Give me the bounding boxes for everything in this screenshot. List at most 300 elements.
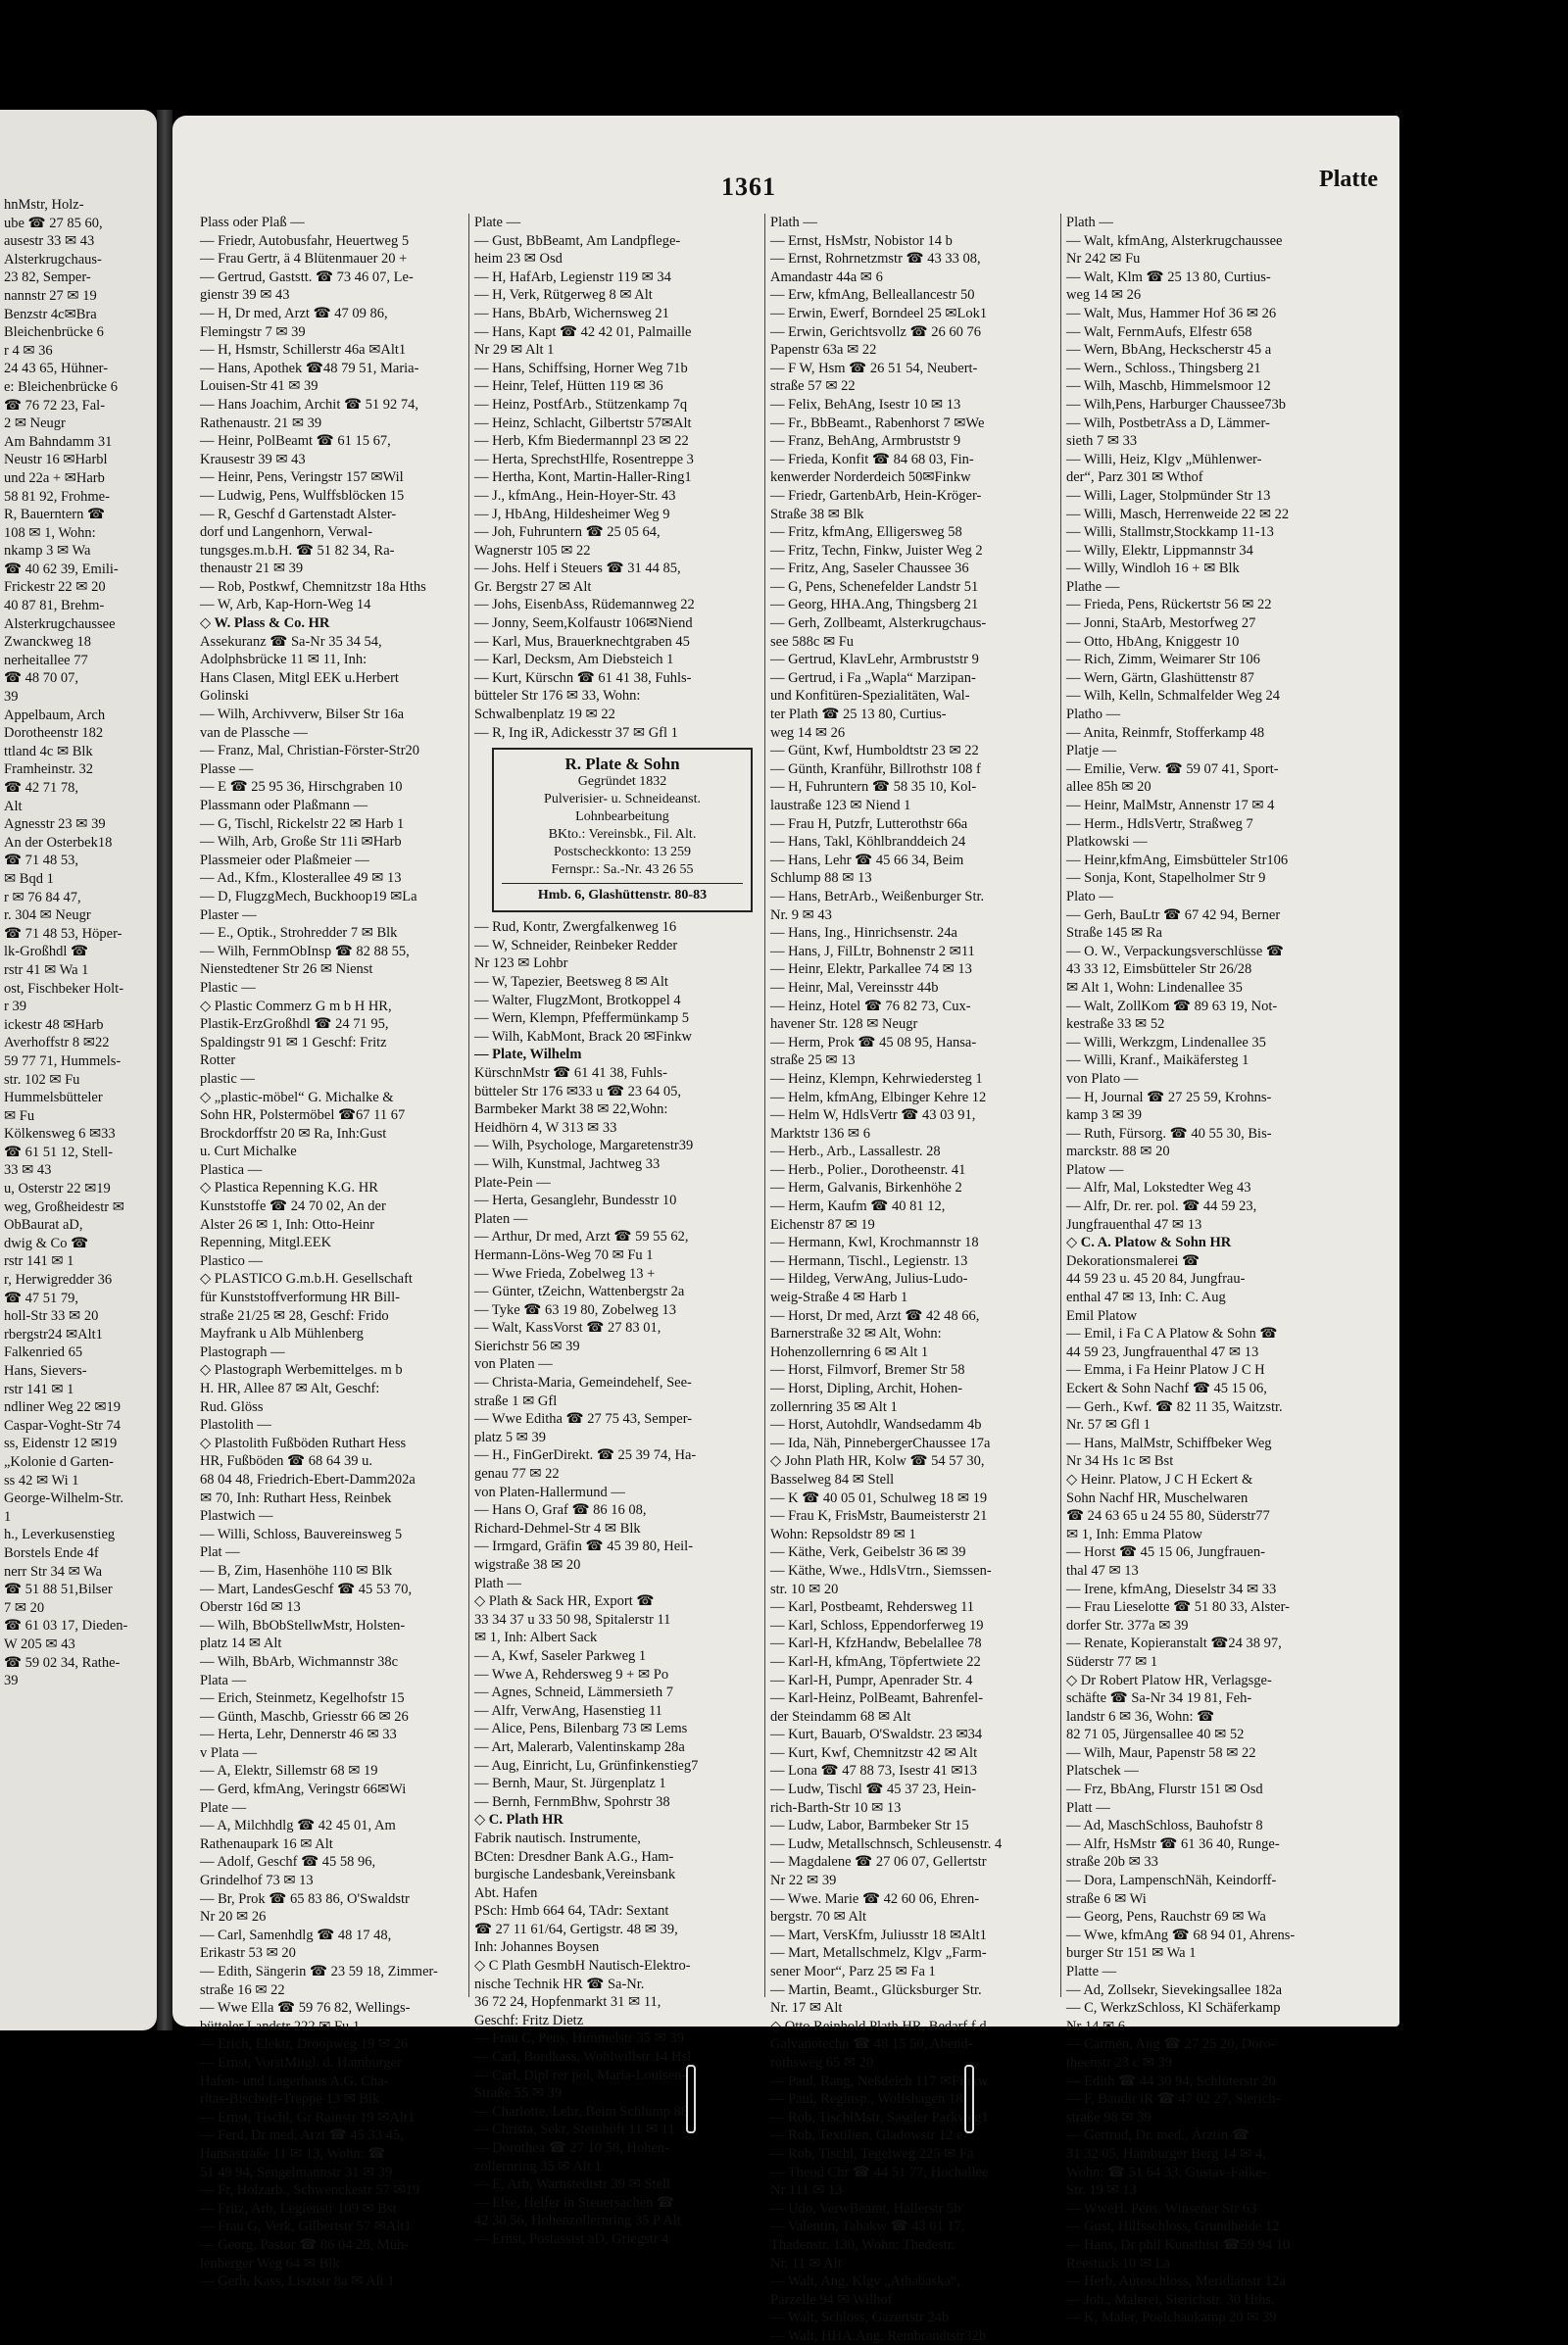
directory-line: Str. 19 ✉ 13	[1066, 2182, 1137, 2199]
directory-entry: — Wilh, Kelln, Schmalfelder Weg 24	[1066, 688, 1280, 705]
directory-entry: — Christa, Sekr, Steinhöft 11 ✉ 11	[474, 2122, 675, 2138]
directory-line: Nr 29 ✉ Alt 1	[474, 342, 555, 359]
directory-entry: — Paul, Rang, Neßdeich 117 ✉Finkw	[770, 2073, 989, 2089]
directory-entry: — C, WerkzSchloss, Kl Schäferkamp	[1066, 2000, 1281, 2017]
directory-line: Galvanotechn ☎ 48 15 50, Abend-	[770, 2036, 973, 2053]
directory-entry: — Herb., Arb., Lassallestr. 28	[770, 1144, 941, 1160]
directory-entry: — E, Arb, Warnstedtstr 39 ✉ Stell	[474, 2176, 671, 2193]
directory-line: havener Str. 128 ✉ Neugr	[770, 1016, 918, 1033]
directory-line: Plata —	[200, 1672, 247, 1688]
directory-entry: — Wern, Gärtn, Glashüttenstr 87	[1066, 669, 1254, 686]
directory-line: straße 98 ✉ 39	[1066, 2109, 1152, 2125]
directory-entry: — Jonni, StaArb, Mestorfweg 27	[1066, 615, 1256, 632]
directory-entry: — Alfr, VerwAng, Hasenstieg 11	[474, 1702, 662, 1719]
directory-line: 68 04 48, Friedrich-Ebert-Damm202a	[200, 1471, 416, 1488]
left-page-line: Neustr 16 ✉Harbl	[4, 452, 108, 468]
directory-entry: — Fritz, Ang, Saseler Chaussee 36	[770, 561, 969, 577]
directory-line: der Steindamm 68 ✉ Alt	[770, 1708, 911, 1725]
directory-entry: — G, Tischl, Rickelstr 22 ✉ Harb 1	[200, 815, 405, 832]
directory-line: Plath —	[770, 215, 817, 230]
directory-entry: — Heinz, Schlacht, Gilbertstr 57✉Alt	[474, 415, 692, 431]
directory-entry: — Mart, Metallschmelz, Klgv „Farm-	[770, 1945, 987, 1962]
directory-entry: — Emil, i Fa C A Platow & Sohn ☎	[1066, 1326, 1278, 1343]
left-page-line: lk-Großhdl ☎	[4, 944, 89, 960]
left-page-line: ☎ 51 88 51,Bilser	[4, 1582, 113, 1598]
directory-line: kestraße 33 ✉ 52	[1066, 1016, 1165, 1033]
directory-entry: — D, FlugzgMech, Buckhoop19 ✉La	[200, 888, 417, 904]
directory-entry: — Edith ☎ 44 30 94, Schlüterstr 20	[1066, 2073, 1276, 2089]
directory-line: Plate-Pein —	[474, 1174, 551, 1191]
directory-entry: — H., FinGerDirekt. ☎ 25 39 74, Ha-	[474, 1447, 697, 1464]
left-page-line: ttland 4c ✉ Blk	[4, 743, 93, 759]
directory-entry: — Frieda, Konfit ☎ 84 68 03, Fin-	[770, 451, 974, 467]
directory-entry: — Carl, Dipl rer pol, Maria-Louisen-	[474, 2067, 687, 2083]
directory-line: wigstraße 38 ✉ 20	[474, 1557, 581, 1573]
directory-line: Assekuranz ☎ Sa-Nr 35 34 54,	[200, 633, 382, 650]
directory-entry: — Wilh, Kunstmal, Jachtweg 33	[474, 1155, 661, 1172]
directory-line: Nr 123 ✉ Lohbr	[474, 955, 568, 972]
directory-entry: — H, Hsmstr, Schillerstr 46a ✉Alt1	[200, 342, 407, 359]
directory-line: Straße 55 ✉ 39	[474, 2085, 563, 2102]
left-page-line: holl-Str 33 ✉ 20	[4, 1308, 99, 1325]
directory-line: HR, Fußböden ☎ 68 64 39 u.	[200, 1453, 372, 1470]
directory-line: Nienstedtener Str 26 ✉ Nienst	[200, 961, 373, 978]
directory-line: ◇ „plastic-möbel“ G. Michalke &	[200, 1089, 394, 1105]
directory-entry: — Theod Chr ☎ 44 51 77, Hochallee	[770, 2164, 989, 2180]
directory-entry: — Heinr, MalMstr, Annenstr 17 ✉ 4	[1066, 798, 1275, 813]
directory-entry: — Wwe Frieda, Zobelweg 13 +	[474, 1265, 656, 1282]
directory-entry: — Gertrud, Gaststt. ☎ 73 46 07, Le-	[200, 269, 414, 285]
book-gutter	[157, 110, 172, 2030]
directory-entry: — Alfr, Dr. rer. pol. ☎ 44 59 23,	[1066, 1198, 1257, 1215]
directory-entry: — Heinz, PostfArb., Stützenkamp 7q	[474, 396, 688, 413]
directory-entry: — Hans, MalMstr, Schiffbeker Weg	[1066, 1435, 1272, 1451]
left-page-line: r 39	[4, 999, 26, 1015]
directory-entry: — Friedr, GartenbArb, Hein-Kröger-	[770, 487, 982, 504]
directory-line: Sierichstr 56 ✉ 39	[474, 1338, 580, 1354]
directory-line: Plaster —	[200, 906, 257, 923]
directory-line: Jungfrauenthal 47 ✉ 13	[1066, 1216, 1202, 1233]
directory-entry: — Hermann, Kwl, Krochmannstr 18	[770, 1235, 979, 1251]
directory-entry: — Willi, Heiz, Klgv „Mühlenwer-	[1066, 451, 1262, 467]
directory-entry: — Otto, HbAng, Kniggestr 10	[1066, 633, 1240, 650]
directory-entry: — Herm, Kaufm ☎ 40 81 12,	[770, 1198, 946, 1215]
directory-line: Hermann-Löns-Weg 70 ✉ Fu 1	[474, 1246, 654, 1263]
directory-line: Platt —	[1066, 1799, 1110, 1816]
directory-entry: — Hans, Dr phil Kunsthist ☎59 94 10	[1066, 2236, 1291, 2253]
directory-entry: — Horst, Filmvorf, Bremer Str 58	[770, 1362, 965, 1379]
directory-line: für Kunststoffverformung HR Bill-	[200, 1290, 400, 1306]
directory-entry: — Wwe Ella ☎ 59 76 82, Wellings-	[200, 2000, 411, 2017]
directory-entry: — K ☎ 40 05 01, Schulweg 18 ✉ 19	[770, 1490, 988, 1506]
directory-line: ◇ Dr Robert Platow HR, Verlagsge-	[1066, 1672, 1272, 1688]
left-page-line: 59 77 71, Hummels-	[4, 1052, 122, 1069]
directory-line: Golinski	[200, 688, 249, 705]
directory-entry: — Walt, kfmAng, Alsterkrugchaussee	[1066, 232, 1283, 249]
directory-entry: — Karl-H, KfzHandw, Bebelallee 78	[770, 1636, 982, 1652]
left-page-line: ausestr 33 ✉ 43	[4, 233, 95, 250]
left-page-line: nkamp 3 ✉ Wa	[4, 543, 91, 560]
directory-line: straße 16 ✉ 22	[200, 1981, 285, 1998]
left-page-line: Zwanckweg 18	[4, 634, 91, 651]
directory-entry: — Ludw, Labor, Barmbeker Str 15	[770, 1818, 969, 1834]
directory-entry: — Friedr, Autobusfahr, Heuertweg 5	[200, 232, 410, 249]
directory-line: straße 1 ✉ Gfl	[474, 1392, 558, 1409]
page-number: 1361	[721, 172, 776, 201]
directory-line: Barnerstraße 32 ✉ Alt, Wohn:	[770, 1326, 942, 1343]
directory-entry: — F W, Hsm ☎ 26 51 54, Neubert-	[770, 360, 978, 376]
directory-entry: — Magdalene ☎ 27 06 07, Gellertstr	[770, 1854, 987, 1871]
directory-line: ◇ Plath & Sack HR, Export ☎	[474, 1593, 655, 1610]
directory-line: Nr 111 ✉ 13	[770, 2182, 843, 2199]
directory-line: laustraße 123 ✉ Niend 1	[770, 798, 911, 813]
directory-line: ◇ C Plath GesmbH Nautisch-Elektro-	[474, 1958, 691, 1975]
directory-entry: — Frieda, Pens, Rückertstr 56 ✉ 22	[1066, 597, 1272, 613]
directory-entry: — Günt, Kwf, Humboldtstr 23 ✉ 22	[770, 743, 979, 759]
directory-line: ritas-Bischoff-Treppe 13 ✉ Blk	[200, 2091, 380, 2108]
left-page-line: Frickestr 22 ✉ 20	[4, 579, 106, 596]
directory-entry: — Herta, Gesanglehr, Bundesstr 10	[474, 1193, 677, 1209]
directory-entry: — Frau Lieselotte ☎ 51 80 33, Alster-	[1066, 1599, 1290, 1616]
directory-entry: — Valentin, Tabakw ☎ 43 01 17,	[770, 2219, 965, 2235]
left-page-line: R, Bauerntern ☎	[4, 507, 106, 523]
directory-line: Emil Platow	[1066, 1307, 1138, 1324]
directory-line: Platje —	[1066, 743, 1117, 759]
directory-entry: — Carl, Samenhdlg ☎ 48 17 48,	[200, 1927, 392, 1943]
left-page-line: r, Herwigredder 36	[4, 1272, 113, 1289]
directory-line: Plath —	[1066, 215, 1113, 230]
directory-line: enthal 47 ✉ 13, Inh: C. Aug	[1066, 1290, 1226, 1306]
directory-entry: — Herta, SprechstHlfe, Rosentreppe 3	[474, 451, 694, 467]
directory-line: ◇ Plastic Commerz G m b H HR,	[200, 998, 392, 1014]
directory-entry: — Art, Malerarb, Valentinskamp 28a	[474, 1738, 685, 1755]
directory-entry: — Willi, Kranf., Maikäfersteg 1	[1066, 1052, 1250, 1069]
left-page-line: Borstels Ende 4f	[4, 1544, 99, 1561]
directory-line: ✉ 1, Inh: Emma Platow	[1066, 1526, 1203, 1542]
directory-entry: — Ad, Zollsekr, Sievekingsallee 182a	[1066, 1981, 1283, 1998]
directory-line: Plastica —	[200, 1161, 263, 1178]
left-page-line: r ✉ 76 84 47,	[4, 889, 81, 905]
directory-entry: — Heinr,kfmAng, Eimsbütteler Str106	[1066, 852, 1289, 868]
directory-line: schäfte ☎ Sa-Nr 34 19 81, Feh-	[1066, 1690, 1252, 1707]
directory-line: Nr 242 ✉ Fu	[1066, 251, 1141, 268]
running-head: Platte	[1319, 167, 1378, 192]
left-page-line: Agnesstr 23 ✉ 39	[4, 816, 106, 833]
directory-entry: — Else, Helfer in Steuersachen ☎	[474, 2194, 675, 2211]
left-page-line: rstr 141 ✉ 1	[4, 1381, 74, 1397]
directory-entry: — Günth, Kranführ, Billrothstr 108 f	[770, 760, 981, 777]
left-page-line: ☎ 61 51 12, Stell-	[4, 1144, 114, 1160]
directory-entry: — Fritz, Arb, Legienstr 109 ✉ Bst	[200, 2200, 397, 2217]
directory-entry: — H, Dr med, Arzt ☎ 47 09 86,	[200, 305, 388, 321]
directory-line: Plate —	[474, 215, 521, 230]
left-page-line: Alt	[4, 798, 23, 814]
left-page-line: 23 82, Semper-	[4, 269, 91, 286]
left-page-line: ☎ 47 51 79,	[4, 1290, 79, 1306]
directory-line: Fabrik nautisch. Instrumente,	[474, 1830, 641, 1846]
left-page-line: 7 ✉ 20	[4, 1599, 45, 1616]
directory-entry: — Heinz, Hotel ☎ 76 82 73, Cux-	[770, 998, 971, 1014]
directory-line: Sohn HR, Polstermöbel ☎67 11 67	[200, 1107, 406, 1124]
directory-line: platz 5 ✉ 39	[474, 1429, 546, 1445]
directory-line: Plastic —	[200, 979, 256, 996]
directory-line: Nr. 9 ✉ 43	[770, 906, 832, 923]
directory-line: dorfer Str. 377a ✉ 39	[1066, 1617, 1189, 1634]
directory-line: 31 32 05, Hamburger Berg 14 ✉ 4,	[1066, 2145, 1266, 2162]
directory-entry: — Ludwig, Pens, Wulffsblöcken 15	[200, 487, 405, 504]
directory-entry: — Dora, LampenschNäh, Keindorff-	[1066, 1873, 1277, 1889]
directory-line: ◇ Plastica Repenning K.G. HR	[200, 1180, 378, 1197]
left-page-line: r 4 ✉ 36	[4, 342, 53, 359]
directory-entry: — Walt, Schloss, Gazertstr 24b	[770, 2310, 950, 2326]
directory-entry: — Walt, Ang, Klgv „Athabaska“,	[770, 2273, 960, 2290]
directory-entry: — Wwe Editha ☎ 27 75 43, Semper-	[474, 1411, 693, 1428]
directory-entry: — Heinr, Telef, Hütten 119 ✉ 36	[474, 378, 663, 395]
left-page-line: 2 ✉ Neugr	[4, 415, 66, 432]
directory-line: Plassmann oder Plaßmann —	[200, 798, 368, 813]
directory-line: Platte —	[1066, 1964, 1117, 1979]
directory-entry: — Karl, Postbeamt, Rehdersweg 11	[770, 1599, 975, 1616]
directory-line: Reestück 10 ✉ La	[1066, 2255, 1170, 2272]
left-page-line: 58 81 92, Frohme-	[4, 488, 110, 505]
directory-entry: — Hans, Schiffsing, Horner Weg 71b	[474, 360, 688, 376]
directory-entry: — Käthe, Verk, Geibelstr 36 ✉ 39	[770, 1544, 966, 1561]
directory-entry: — Rob, Textilien, Gladowstr 12 e	[770, 2127, 963, 2144]
directory-entry: — Hermann, Tischl., Legienstr. 13	[770, 1252, 968, 1269]
directory-line: van de Plassche —	[200, 724, 308, 741]
directory-line: von Plato —	[1066, 1070, 1139, 1087]
directory-entry: — Walt, ZollKom ☎ 89 63 19, Not-	[1066, 998, 1278, 1014]
left-page-line: e: Bleichenbrücke 6	[4, 378, 118, 395]
directory-entry: — Wilh, BbArb, Wichmannstr 38c	[200, 1653, 399, 1670]
directory-line: Platen —	[474, 1210, 528, 1227]
directory-line: Nr. 11 ✉ Alt	[770, 2255, 842, 2272]
directory-entry: — Käthe, Wwe., HdlsVtrn., Siemssen-	[770, 1562, 992, 1579]
directory-entry: — Gertrud, KlavLehr, Armbruststr 9	[770, 652, 979, 668]
directory-line: straße 21/25 ✉ 28, Geschf: Frido	[200, 1307, 389, 1324]
directory-line: Nr 20 ✉ 26	[200, 1909, 267, 1926]
directory-line: ◇ John Plath HR, Kolw ☎ 54 57 30,	[770, 1453, 985, 1470]
directory-line: Richard-Dehmel-Str 4 ✉ Blk	[474, 1520, 641, 1537]
directory-entry: — Franz, Mal, Christian-Förster-Str20	[200, 743, 420, 759]
directory-line: KürschnMstr ☎ 61 41 38, Fuhls-	[474, 1064, 667, 1081]
directory-entry: — Wilh, BbObStellwMstr, Holsten-	[200, 1617, 406, 1634]
directory-entry: — Gust, BbBeamt, Am Landpflege-	[474, 232, 681, 249]
left-page-line: nannstr 27 ✉ 19	[4, 287, 97, 304]
directory-line: plastic —	[200, 1070, 255, 1087]
directory-entry: — Karl, Schloss, Eppendorferweg 19	[770, 1617, 984, 1634]
directory-entry: — Jonny, Seem,Kolfaustr 106✉Niend	[474, 615, 693, 632]
left-page-line: Alsterkrugchaus-	[4, 251, 102, 268]
directory-entry: — Herb., Polier., Dorotheenstr. 41	[770, 1161, 966, 1178]
directory-entry: — Alfr, HsMstr ☎ 61 36 40, Runge-	[1066, 1835, 1280, 1852]
directory-entry: — Emilie, Verw. ☎ 59 07 41, Sport-	[1066, 760, 1279, 777]
directory-entry: — Wilh, Maur, Papenstr 58 ✉ 22	[1066, 1744, 1256, 1761]
directory-line: 44 59 23, Jungfrauenthal 47 ✉ 13	[1066, 1343, 1259, 1360]
directory-line: Platschek —	[1066, 1763, 1139, 1780]
directory-entry: — Heinr, Pens, Veringstr 157 ✉Wil	[200, 469, 404, 486]
directory-line: Nr. 17 ✉ Alt	[770, 2000, 843, 2017]
directory-line: Platho —	[1066, 707, 1121, 723]
directory-line: Erikastr 53 ✉ 20	[200, 1945, 296, 1962]
directory-line: 82 71 05, Jürgensallee 40 ✉ 52	[1066, 1727, 1245, 1743]
directory-line: Basselweg 84 ✉ Stell	[770, 1471, 895, 1488]
directory-entry: — F, Baudir iR ☎ 47 02 27, Sierich-	[1066, 2091, 1281, 2108]
directory-entry: — Ida, Näh, PinnebergerChaussee 17a	[770, 1435, 991, 1451]
directory-line: Plat —	[200, 1544, 240, 1561]
directory-line: Nr. 57 ✉ Gfl 1	[1066, 1417, 1151, 1434]
directory-entry: — Rob, Tischl, Tegelweg 225 ✉ Fa	[770, 2145, 974, 2162]
directory-line: Heidhörn 4, W 313 ✉ 33	[474, 1119, 617, 1136]
ad-founded: Gegründet 1832	[577, 774, 667, 790]
directory-line: Rathenaupark 16 ✉ Alt	[200, 1835, 333, 1852]
directory-entry: — A, Elektr, Sillemstr 68 ✉ 19	[200, 1763, 378, 1780]
ad-phone: Fernspr.: Sa.-Nr. 43 26 55	[551, 862, 694, 878]
directory-entry: — Gerh, Zollbeamt, Alsterkrugchaus-	[770, 615, 987, 632]
directory-entry: — Rob, TischlMstr, Saseler Parkweg1	[770, 2109, 989, 2125]
directory-line: Rathenaustr. 21 ✉ 39	[200, 415, 322, 431]
directory-line: Hohenzollernring 6 ✉ Alt 1	[770, 1343, 929, 1360]
directory-entry: — Heinr, PolBeamt ☎ 61 15 67,	[200, 433, 391, 450]
directory-line: 51 49 94, Sengelmannstr 31 ✉ 39	[200, 2164, 393, 2180]
directory-line: weg 14 ✉ 26	[1066, 287, 1142, 304]
directory-line: 42 30 56, Hohenzollernring 35 P Alt	[474, 2213, 681, 2229]
left-page-line: weg, Großheidestr ✉	[4, 1198, 124, 1215]
directory-entry: — Johs. Helf i Steuers ☎ 31 44 85,	[474, 561, 681, 577]
directory-entry: — Rich, Zimm, Weimarer Str 106	[1066, 652, 1260, 668]
directory-entry: — Carl, Bordkass, Wohlwillstr 14 Hsl	[474, 2049, 692, 2066]
directory-entry: — K, Maler, Poelchaukamp 20 ✉ 39	[1066, 2310, 1277, 2326]
directory-line: Kunststoffe ☎ 24 70 02, An der	[200, 1198, 386, 1215]
left-page-line: Falkenried 65	[4, 1344, 83, 1361]
left-page-line: rstr 41 ✉ Wa 1	[4, 961, 89, 978]
directory-line: der“, Parz 301 ✉ Wthof	[1066, 469, 1203, 486]
directory-entry: — Irene, kfmAng, Dieselstr 34 ✉ 33	[1066, 1581, 1277, 1597]
left-page-line: r. 304 ✉ Neugr	[4, 907, 91, 924]
directory-line: str. 10 ✉ 20	[770, 1581, 839, 1597]
advertisement-box	[492, 748, 753, 912]
directory-entry: — Ernst, Rohrnetzmstr ☎ 43 33 08,	[770, 251, 981, 268]
directory-line: ✉ 1, Inh: Albert Sack	[474, 1630, 598, 1646]
directory-line: weg 14 ✉ 26	[770, 724, 846, 741]
directory-line: dorf und Langenhorn, Verwal-	[200, 524, 373, 541]
directory-line: Brockdorffstr 20 ✉ Ra, Inh:Gust	[200, 1125, 387, 1142]
directory-entry: — Lona ☎ 47 88 73, Isestr 41 ✉13	[770, 1763, 978, 1780]
directory-entry: — Ernst, Tischl, Gr Rainstr 19 ✉Alt1	[200, 2109, 416, 2125]
directory-line: Abt. Hafen	[474, 1884, 538, 1901]
left-page-line: ☎ 48 70 07,	[4, 670, 79, 687]
directory-line: lenberger Weg 64 ✉ Blk	[200, 2255, 340, 2272]
directory-entry: — Günth, Maschb, Griesstr 66 ✉ 26	[200, 1708, 409, 1725]
left-page-line: ✉ Bqd 1	[4, 870, 54, 887]
directory-entry: — Joh, Fuhruntern ☎ 25 05 64,	[474, 524, 661, 541]
left-page-line: ndliner Weg 22 ✉19	[4, 1399, 122, 1416]
directory-entry: — Gertrud, i Fa „Wapla“ Marzipan-	[770, 669, 976, 686]
directory-entry: — Walter, FlugzMont, Brotkoppel 4	[474, 992, 681, 1008]
directory-line: ✉ 70, Inh: Ruthart Hess, Reinbek	[200, 1490, 392, 1506]
directory-entry: — Carmen, Ang ☎ 27 25 20, Doro-	[1066, 2036, 1276, 2053]
directory-entry: — Edith, Sängerin ☎ 23 59 18, Zimmer-	[200, 1964, 438, 1979]
directory-entry: — W, Arb, Kap-Horn-Weg 14	[200, 597, 371, 613]
directory-entry: — Erich, Elektr, Droopweg 19 ✉ 26	[200, 2036, 409, 2053]
left-page-line: ☎ 61 03 17, Dieden-	[4, 1618, 128, 1635]
directory-line: Plastwich —	[200, 1508, 273, 1525]
directory-line: ☎ 24 63 65 u 24 55 80, Süderstr77	[1066, 1508, 1270, 1525]
directory-line: zollernring 35 ✉ Alt 1	[474, 2158, 602, 2174]
directory-entry: — Ernst, Postassist aD, Griegstr 4	[474, 2230, 669, 2247]
directory-entry: — Georg, Pens, Rauchstr 69 ✉ Wa	[1066, 1909, 1266, 1926]
left-page-line: Hummelsbütteler	[4, 1090, 103, 1106]
directory-entry: — WweH. Pens. Winsener Str 63	[1066, 2200, 1257, 2217]
directory-line: PSch: Hmb 664 64, TAdr: Sextant	[474, 1903, 669, 1920]
left-page-line: ube ☎ 27 85 60,	[4, 215, 103, 231]
directory-line: allee 85h ✉ 20	[1066, 779, 1152, 796]
directory-line: Flemingstr 7 ✉ 39	[200, 323, 306, 340]
directory-entry: — Wern., Schloss., Thingsberg 21	[1066, 360, 1261, 376]
directory-line: H. HR, Allee 87 ✉ Alt, Geschf:	[200, 1381, 380, 1396]
directory-line: Krausestr 39 ✉ 43	[200, 451, 306, 467]
directory-line: heim 23 ✉ Osd	[474, 251, 563, 268]
left-page-line: hnMstr, Holz-	[4, 197, 84, 213]
directory-entry: — Frau C, Pens, Himmelstr 35 ✉ 39	[474, 2030, 684, 2047]
directory-line: Parzelle 94 ✉ Wilhof	[770, 2291, 893, 2308]
left-page-line: Averhoffstr 8 ✉22	[4, 1035, 110, 1051]
directory-line: von Platen —	[474, 1356, 553, 1373]
directory-entry: — Ferd, Dr med, Arzt ☎ 45 33 45,	[200, 2127, 404, 2144]
left-page-line: Am Bahndamm 31	[4, 433, 113, 450]
directory-entry: — A, Milchhdlg ☎ 42 45 01, Am	[200, 1818, 396, 1834]
directory-entry: — Karl-H, kfmAng, Töpfertwiete 22	[770, 1653, 981, 1670]
directory-line: Wagnerstr 105 ✉ 22	[474, 542, 591, 559]
directory-entry: — Hans, Lehr ☎ 45 66 34, Beim	[770, 852, 964, 868]
directory-entry: — Willi, Schloss, Bauvereinsweg 5	[200, 1526, 403, 1542]
directory-entry: — Karl, Mus, Brauerknechtgraben 45	[474, 633, 690, 650]
scan-edge-mark	[686, 2065, 696, 2133]
directory-line: Barmbeker Markt 38 ✉ 22,Wohn:	[474, 1101, 668, 1118]
directory-line: Plastolith —	[200, 1417, 271, 1434]
directory-entry: — Br, Prok ☎ 65 83 86, O'Swaldstr	[200, 1890, 410, 1907]
left-page-line: 40 87 81, Brehm-	[4, 598, 105, 614]
directory-entry: — Wilh, Maschb, Himmelsmoor 12	[1066, 378, 1271, 395]
directory-line: ◇ Otto Reinhold Plath HR, Bedarf f d	[770, 2018, 987, 2034]
directory-line: Süderstr 77 ✉ 1	[1066, 1653, 1158, 1670]
directory-entry: — Willi, Lager, Stolpmünder Str 13	[1066, 487, 1271, 504]
directory-line: Plastico —	[200, 1252, 264, 1269]
directory-line: Wohn: Repsoldstr 89 ✉ 1	[770, 1526, 916, 1542]
directory-entry: — Adolf, Geschf ☎ 45 58 96,	[200, 1854, 376, 1871]
directory-entry: — Rud, Kontr, Zwergfalkenweg 16	[474, 919, 677, 936]
directory-entry: — Frau H, Putzfr, Lutterothstr 66a	[770, 815, 968, 832]
directory-entry: — Wilh, Psychologe, Margaretenstr39	[474, 1138, 694, 1154]
directory-entry: — Kurt, Kwf, Chemnitzstr 42 ✉ Alt	[770, 1744, 978, 1761]
directory-line: Marktstr 136 ✉ 6	[770, 1125, 870, 1142]
left-page-line: nerheitallee 77	[4, 652, 88, 668]
ad-bank-account: BKto.: Vereinsbk., Fil. Alt.	[548, 827, 697, 843]
left-page-line: ✉ Fu	[4, 1107, 35, 1124]
directory-entry: — Horst, Autohdlr, Wandsedamm 4b	[770, 1417, 982, 1434]
directory-line: Hansastraße 11 ✉ 13, Wohn: ☎	[200, 2145, 386, 2162]
left-page-line: ickestr 48 ✉Harb	[4, 1016, 104, 1033]
directory-line: sieth 7 ✉ 33	[1066, 433, 1138, 450]
left-page-line: Dorotheenstr 182	[4, 725, 104, 742]
directory-entry: — Gerd, kfmAng, Veringstr 66✉Wi	[200, 1782, 407, 1798]
directory-entry: — Wilh,Pens, Harburger Chaussee73b	[1066, 396, 1286, 413]
directory-entry: — Herb, Autoschloss, Meridianstr 12a	[1066, 2273, 1286, 2290]
directory-line: Hafen- und Lagerhaus A.G. Cha-	[200, 2073, 389, 2089]
left-page-line: ss, Eidenstr 12 ✉19	[4, 1436, 118, 1452]
directory-line: ◇ Heinr. Platow, J C H Eckert &	[1066, 1471, 1253, 1488]
left-page-line: rstr 141 ✉ 1	[4, 1253, 74, 1270]
